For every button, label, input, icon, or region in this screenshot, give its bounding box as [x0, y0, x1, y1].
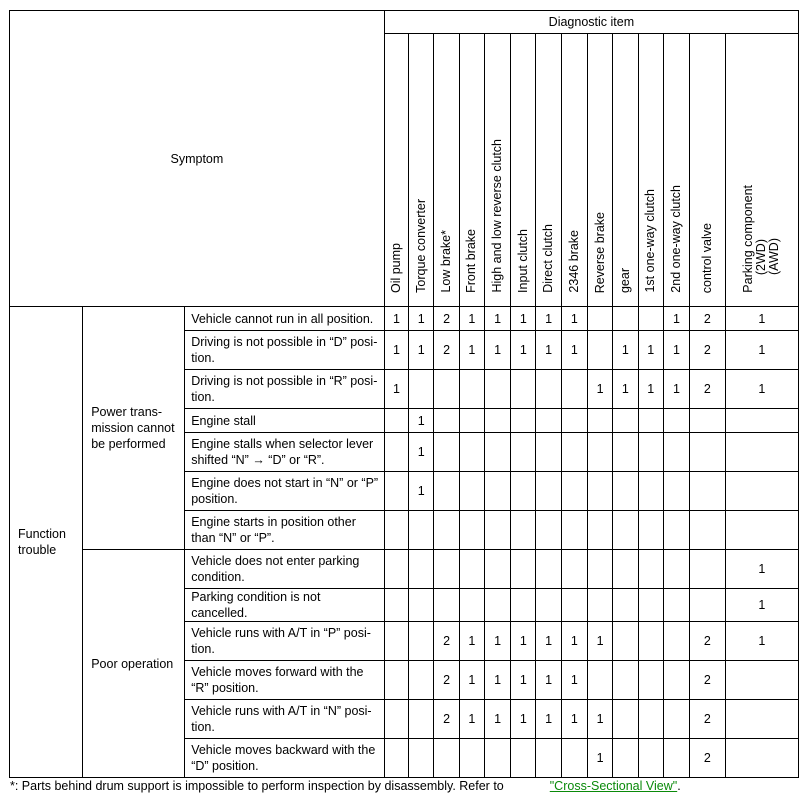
value-cell: 1 — [511, 700, 536, 739]
value-cell — [561, 550, 587, 589]
value-cell — [663, 511, 689, 550]
value-cell: 1 — [663, 370, 689, 409]
value-cell: 1 — [663, 331, 689, 370]
value-cell: 1 — [587, 622, 612, 661]
value-cell — [725, 739, 798, 778]
symptom-cell: Engine stalls when selector lever shifted “N” → “D” or “R”. — [185, 433, 385, 472]
value-cell — [434, 511, 459, 550]
group-function-trouble: Function trouble — [10, 307, 83, 778]
value-cell — [638, 511, 663, 550]
value-cell — [459, 739, 484, 778]
column-header — [536, 34, 561, 307]
value-cell: 1 — [511, 622, 536, 661]
value-cell: 1 — [384, 331, 408, 370]
value-cell — [587, 331, 612, 370]
value-cell — [587, 472, 612, 511]
value-cell: 1 — [725, 622, 798, 661]
value-cell — [613, 550, 638, 589]
value-cell — [663, 409, 689, 433]
value-cell — [663, 550, 689, 589]
value-cell — [638, 472, 663, 511]
value-cell — [587, 307, 612, 331]
value-cell — [536, 472, 561, 511]
value-cell: 1 — [536, 307, 561, 331]
value-cell: 1 — [484, 331, 510, 370]
value-cell — [384, 550, 408, 589]
value-cell — [613, 409, 638, 433]
value-cell — [384, 589, 408, 622]
value-cell — [638, 409, 663, 433]
value-cell — [663, 700, 689, 739]
value-cell: 1 — [725, 307, 798, 331]
value-cell: 1 — [561, 661, 587, 700]
value-cell — [613, 511, 638, 550]
column-header — [613, 34, 638, 307]
value-cell — [638, 307, 663, 331]
column-header-label: High and low reverse clutch — [490, 139, 505, 293]
value-cell — [384, 622, 408, 661]
value-cell — [409, 370, 434, 409]
value-cell — [536, 739, 561, 778]
value-cell — [536, 511, 561, 550]
column-header-label: 1st one-way clutch — [643, 189, 658, 293]
value-cell — [434, 409, 459, 433]
value-cell — [536, 589, 561, 622]
column-header — [561, 34, 587, 307]
value-cell — [613, 622, 638, 661]
value-cell — [638, 661, 663, 700]
column-header-label: Front brake — [464, 229, 479, 293]
value-cell — [434, 589, 459, 622]
value-cell — [725, 409, 798, 433]
value-cell — [459, 550, 484, 589]
value-cell — [459, 589, 484, 622]
value-cell — [587, 661, 612, 700]
value-cell — [409, 739, 434, 778]
value-cell: 1 — [638, 370, 663, 409]
value-cell: 1 — [459, 661, 484, 700]
value-cell — [725, 661, 798, 700]
value-cell: 1 — [459, 622, 484, 661]
value-cell — [587, 550, 612, 589]
value-cell — [690, 409, 726, 433]
column-header-label: Low brake* — [439, 230, 454, 293]
value-cell — [561, 433, 587, 472]
value-cell — [511, 739, 536, 778]
value-cell — [638, 550, 663, 589]
column-header — [384, 34, 408, 307]
value-cell — [561, 589, 587, 622]
value-cell: 1 — [511, 331, 536, 370]
value-cell — [587, 511, 612, 550]
value-cell: 1 — [613, 370, 638, 409]
value-cell — [484, 433, 510, 472]
value-cell — [484, 370, 510, 409]
diagnostic-table — [9, 10, 799, 778]
value-cell — [384, 700, 408, 739]
value-cell — [690, 589, 726, 622]
value-cell: 1 — [725, 550, 798, 589]
value-cell: 2 — [434, 307, 459, 331]
value-cell: 1 — [409, 472, 434, 511]
symptom-cell: Vehicle runs with A/T in “N” posi- tion. — [185, 700, 385, 739]
value-cell — [536, 370, 561, 409]
symptom-cell: Vehicle moves backward with the “D” position. — [185, 739, 385, 778]
column-header-label: (2WD) — [754, 238, 769, 275]
value-cell: 2 — [690, 739, 726, 778]
value-cell — [384, 511, 408, 550]
value-cell — [434, 472, 459, 511]
value-cell — [638, 433, 663, 472]
value-cell — [561, 511, 587, 550]
value-cell: 1 — [536, 700, 561, 739]
value-cell — [511, 409, 536, 433]
value-cell: 1 — [638, 331, 663, 370]
value-cell — [484, 409, 510, 433]
value-cell — [536, 409, 561, 433]
value-cell — [409, 622, 434, 661]
value-cell — [384, 661, 408, 700]
value-cell: 1 — [725, 589, 798, 622]
value-cell: 2 — [690, 331, 726, 370]
value-cell: 1 — [409, 331, 434, 370]
column-header — [484, 34, 510, 307]
value-cell — [690, 511, 726, 550]
column-header — [663, 34, 689, 307]
value-cell — [587, 433, 612, 472]
value-cell — [484, 739, 510, 778]
value-cell — [511, 433, 536, 472]
value-cell: 1 — [725, 331, 798, 370]
value-cell: 1 — [384, 370, 408, 409]
value-cell: 1 — [409, 433, 434, 472]
value-cell: 1 — [511, 661, 536, 700]
value-cell — [690, 472, 726, 511]
value-cell — [587, 589, 612, 622]
value-cell — [613, 739, 638, 778]
value-cell — [725, 433, 798, 472]
value-cell — [613, 433, 638, 472]
column-header-label: (AWD) — [767, 237, 782, 275]
value-cell — [484, 589, 510, 622]
diagnostic-item-header: Diagnostic item — [384, 11, 798, 34]
value-cell — [725, 511, 798, 550]
footnote-end: . — [677, 779, 681, 793]
value-cell — [384, 739, 408, 778]
value-cell — [663, 433, 689, 472]
value-cell — [409, 700, 434, 739]
value-cell: 1 — [663, 307, 689, 331]
value-cell: 1 — [536, 331, 561, 370]
symptom-cell: Parking condition is not cancelled. — [185, 589, 385, 622]
value-cell — [459, 472, 484, 511]
table-row — [10, 550, 799, 589]
group-power-transmission: Power trans- mission cannot be performed — [83, 307, 185, 550]
value-cell: 1 — [561, 307, 587, 331]
value-cell — [511, 589, 536, 622]
value-cell — [484, 511, 510, 550]
value-cell — [690, 433, 726, 472]
symptom-cell: Engine starts in position other than “N” or “P”. — [185, 511, 385, 550]
value-cell: 1 — [561, 700, 587, 739]
value-cell: 1 — [484, 700, 510, 739]
value-cell: 1 — [459, 307, 484, 331]
value-cell: 1 — [587, 739, 612, 778]
value-cell — [613, 472, 638, 511]
value-cell — [434, 550, 459, 589]
value-cell: 2 — [690, 622, 726, 661]
value-cell: 1 — [725, 370, 798, 409]
value-cell — [511, 550, 536, 589]
value-cell — [511, 472, 536, 511]
value-cell: 2 — [434, 331, 459, 370]
symptom-cell: Vehicle does not enter parking condition. — [185, 550, 385, 589]
value-cell: 1 — [409, 409, 434, 433]
symptom-cell: Engine stall — [185, 409, 385, 433]
value-cell: 1 — [484, 307, 510, 331]
column-header — [434, 34, 459, 307]
value-cell: 2 — [690, 661, 726, 700]
group-poor-operation: Poor operation — [83, 550, 185, 778]
value-cell — [613, 307, 638, 331]
value-cell — [663, 739, 689, 778]
value-cell — [511, 511, 536, 550]
column-header — [690, 34, 726, 307]
column-header — [511, 34, 536, 307]
value-cell — [409, 661, 434, 700]
value-cell — [409, 550, 434, 589]
column-header-label: Reverse brake — [592, 211, 607, 293]
value-cell: 1 — [384, 307, 408, 331]
value-cell — [638, 739, 663, 778]
value-cell: 1 — [561, 622, 587, 661]
value-cell — [663, 472, 689, 511]
value-cell — [434, 433, 459, 472]
column-header — [409, 34, 434, 307]
value-cell — [561, 472, 587, 511]
column-header-label: Direct clutch — [541, 224, 556, 293]
column-header-label: gear — [617, 267, 632, 293]
value-cell — [409, 589, 434, 622]
column-header-label: 2346 brake — [566, 230, 581, 293]
value-cell — [384, 409, 408, 433]
value-cell: 1 — [511, 307, 536, 331]
value-cell — [690, 550, 726, 589]
value-cell — [459, 433, 484, 472]
value-cell: 1 — [459, 700, 484, 739]
symptom-cell: Vehicle cannot run in all position. — [185, 307, 385, 331]
value-cell — [536, 550, 561, 589]
column-header-label: Oil pump — [388, 242, 403, 293]
footnote — [10, 779, 681, 793]
symptom-header: Symptom — [10, 11, 385, 307]
column-header — [725, 34, 798, 307]
value-cell — [613, 661, 638, 700]
value-cell: 1 — [459, 331, 484, 370]
value-cell: 1 — [561, 331, 587, 370]
value-cell: 2 — [690, 370, 726, 409]
column-header-label: Torque converter — [413, 199, 428, 293]
value-cell: 1 — [536, 661, 561, 700]
value-cell: 1 — [409, 307, 434, 331]
value-cell — [434, 739, 459, 778]
value-cell — [638, 589, 663, 622]
value-cell — [459, 370, 484, 409]
cross-sectional-view-link[interactable]: "Cross-Sectional View" — [549, 779, 678, 793]
value-cell — [484, 472, 510, 511]
value-cell: 2 — [434, 661, 459, 700]
value-cell — [725, 700, 798, 739]
value-cell: 2 — [434, 622, 459, 661]
value-cell — [561, 370, 587, 409]
column-header — [638, 34, 663, 307]
value-cell — [459, 511, 484, 550]
column-header-label: Parking component — [741, 185, 756, 293]
value-cell — [613, 700, 638, 739]
value-cell — [613, 589, 638, 622]
value-cell — [384, 472, 408, 511]
value-cell — [511, 370, 536, 409]
value-cell — [587, 409, 612, 433]
value-cell: 1 — [613, 331, 638, 370]
column-header — [459, 34, 484, 307]
value-cell — [638, 700, 663, 739]
value-cell — [459, 409, 484, 433]
value-cell — [725, 472, 798, 511]
value-cell — [663, 589, 689, 622]
value-cell: 1 — [536, 622, 561, 661]
value-cell: 2 — [690, 700, 726, 739]
column-header-label: 2nd one-way clutch — [668, 185, 683, 293]
symptom-cell: Engine does not start in “N” or “P” position. — [185, 472, 385, 511]
value-cell — [409, 511, 434, 550]
value-cell: 1 — [587, 370, 612, 409]
value-cell — [434, 370, 459, 409]
table-row — [10, 307, 799, 331]
value-cell: 1 — [484, 622, 510, 661]
value-cell — [536, 433, 561, 472]
column-header-label: Input clutch — [515, 229, 530, 293]
value-cell — [384, 433, 408, 472]
value-cell: 2 — [434, 700, 459, 739]
footnote-text: *: Parts behind drum support is impossible to perform inspection by disassembly. Refer to — [10, 779, 504, 793]
value-cell — [663, 622, 689, 661]
column-header — [587, 34, 612, 307]
value-cell: 1 — [484, 661, 510, 700]
value-cell — [484, 550, 510, 589]
value-cell: 2 — [690, 307, 726, 331]
value-cell — [561, 409, 587, 433]
value-cell — [638, 622, 663, 661]
symptom-cell: Vehicle runs with A/T in “P” posi- tion. — [185, 622, 385, 661]
value-cell — [663, 661, 689, 700]
column-header-label: control valve — [699, 222, 714, 293]
symptom-cell: Vehicle moves forward with the “R” position. — [185, 661, 385, 700]
symptom-cell: Driving is not possible in “R” posi- tion. — [185, 370, 385, 409]
symptom-cell: Driving is not possible in “D” posi- tion. — [185, 331, 385, 370]
value-cell: 1 — [587, 700, 612, 739]
value-cell — [561, 739, 587, 778]
